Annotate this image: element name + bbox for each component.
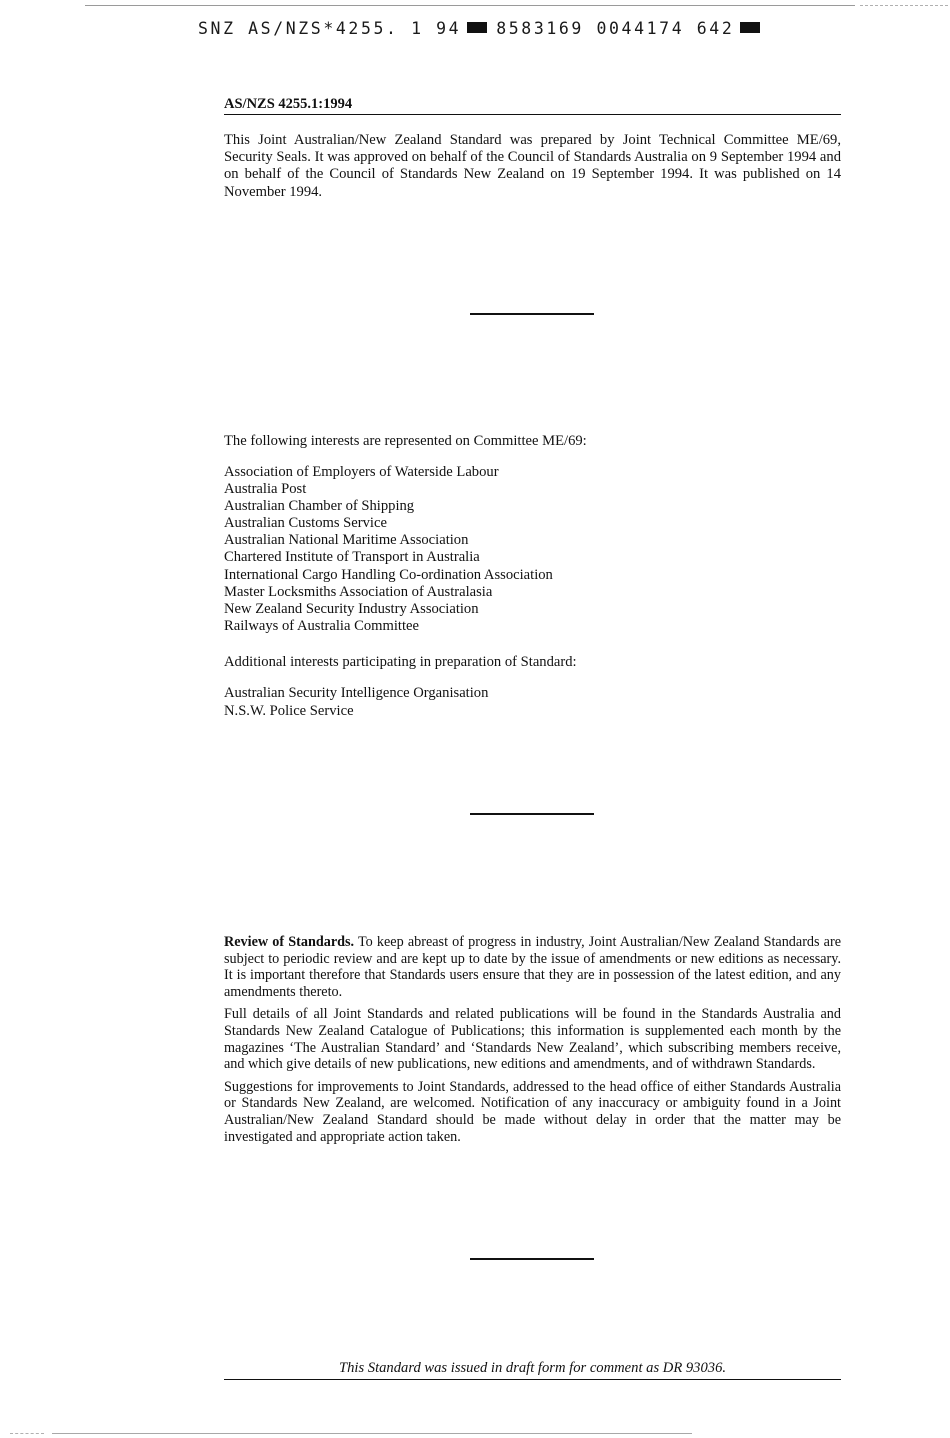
scan-border-top-dashed	[860, 5, 948, 7]
catalogue-header-code	[198, 18, 798, 38]
list-item: N.S.W. Police Service	[224, 702, 354, 719]
scan-border-bottom-dashed	[10, 1433, 44, 1435]
document-id: AS/NZS 4255.1:1994	[224, 96, 841, 115]
header-code-part-1: SNZ AS/NZS*4255. 1 94	[198, 19, 462, 38]
additional-organisations-list	[224, 685, 841, 720]
list-item: Association of Employers of Waterside Labour	[224, 464, 499, 480]
black-block-mark	[740, 22, 760, 33]
review-paragraph-1	[224, 934, 841, 1000]
scan-border-top	[85, 5, 855, 6]
list-item: Master Locksmiths Association of Australasia	[224, 583, 493, 600]
list-item: Australian National Maritime Association	[224, 532, 469, 549]
draft-footer-note: This Standard was issued in draft form for comment as DR 93036.	[224, 1360, 841, 1380]
black-block-mark	[467, 22, 487, 33]
review-lead: Review of Standards.	[224, 934, 355, 950]
review-of-standards-section	[224, 934, 841, 1151]
section-divider	[470, 813, 594, 815]
review-text-1: To keep abreast of progress in industry, Joint Australian/New Zealand Standards are subject to periodic review and are kept up to date by the issue of amendments or new editions as necessary. It is important therefore that Standards users ensure that they are in possession of the latest edition, and any amendments thereto.	[224, 934, 842, 1000]
list-item: Australian Customs Service	[224, 515, 387, 532]
header-code-part-2: 8583169 0044174 642	[496, 19, 735, 38]
list-item: Railways of Australia Committee	[224, 617, 419, 634]
review-paragraph-3: Suggestions for improvements to Joint Standards, addressed to the head office of either Standards Australia or Standards New Zealand, are welcomed. Notification of any inaccuracy or ambiguity found in a Joint Australian/New Zealand Standard should be made without delay in order that the matter may be investigated and appropriate action taken.	[224, 1078, 841, 1145]
interests-heading: The following interests are represented on Committee ME/69:	[224, 433, 587, 449]
list-item: Australia Post	[224, 481, 307, 498]
section-divider	[470, 313, 594, 315]
list-item: Australian Chamber of Shipping	[224, 498, 415, 515]
list-item: New Zealand Security Industry Association	[224, 600, 479, 617]
additional-interests-heading: Additional interests participating in preparation of Standard:	[224, 654, 577, 670]
list-item: International Cargo Handling Co-ordination Association	[224, 566, 553, 583]
committee-organisations-list	[224, 464, 841, 635]
list-item: Chartered Institute of Transport in Australia	[224, 549, 480, 566]
review-paragraph-2: Full details of all Joint Standards and related publications will be found in the Standards Australia and Standards New Zealand Catalogue of Publications; this information is supplemented each month by the magazines ‘The Australian Standard’ and ‘Standards New Zealand’, which subscribing members receive, and which give details of new publications, new editions and amendments, and of withdrawn Standards.	[224, 1006, 841, 1073]
list-item: Australian Security Intelligence Organisation	[224, 685, 489, 701]
section-divider	[470, 1258, 594, 1260]
scan-border-bottom	[52, 1433, 692, 1434]
intro-paragraph: This Joint Australian/New Zealand Standard was prepared by Joint Technical Committee ME/69, Security Seals. It was approved on behalf of the Council of Standards Australia on 9 September 1994 and on behalf of the Council of Standards New Zealand on 19 September 1994. It was published on 14 November 1994.	[224, 132, 841, 200]
